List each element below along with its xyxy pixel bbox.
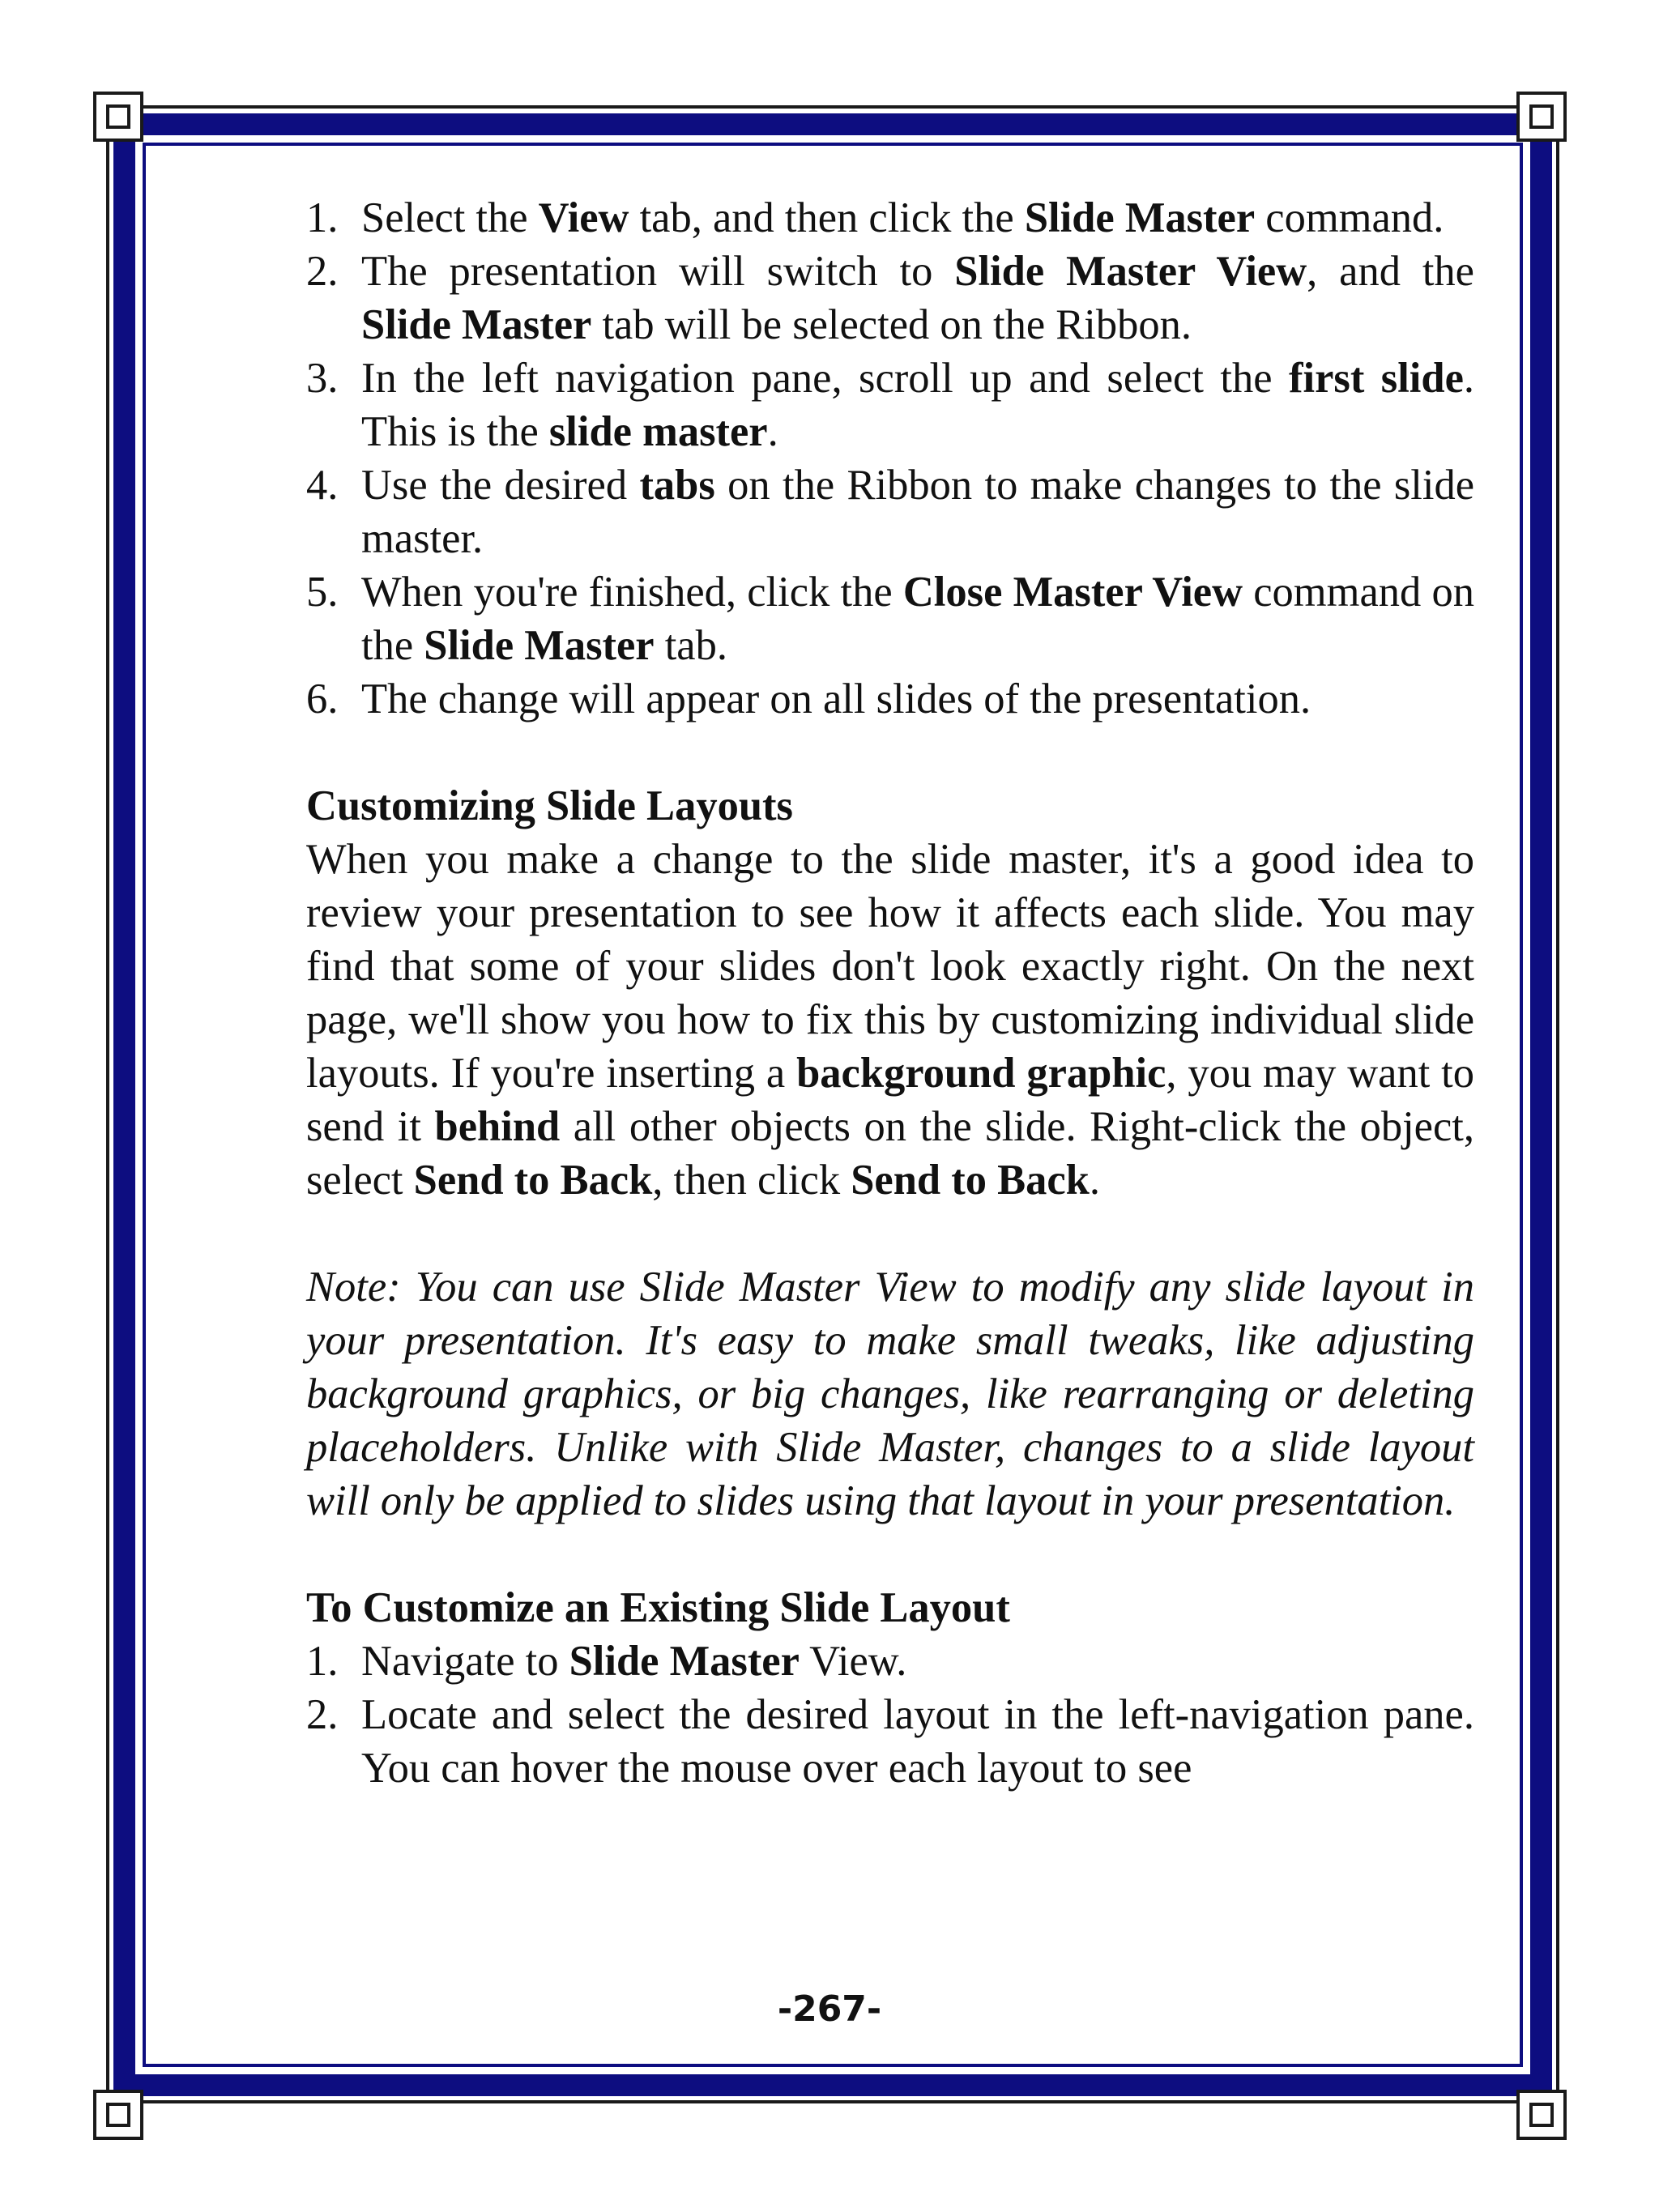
text-run: on the Ribbon to make changes to the slide master. bbox=[361, 462, 1474, 562]
text-run: tab will be selected on the Ribbon. bbox=[591, 301, 1192, 348]
text-run: Navigate to bbox=[361, 1638, 569, 1685]
bold-run: View bbox=[538, 194, 629, 241]
bold-run: background graphic bbox=[796, 1050, 1166, 1097]
bold-run: Slide Master bbox=[424, 622, 655, 669]
text-run: , then click bbox=[652, 1157, 851, 1204]
text-run: , you may want to send it bbox=[306, 1050, 1474, 1150]
text-run: command. bbox=[1255, 194, 1444, 241]
list-item bbox=[306, 458, 1474, 565]
bold-run: Slide Master View bbox=[954, 248, 1307, 295]
bold-run: Close Master View bbox=[902, 569, 1243, 616]
text-run: , and the bbox=[1307, 248, 1474, 295]
list-item bbox=[306, 191, 1474, 245]
bold-run: Slide Master bbox=[569, 1638, 800, 1685]
text-run: When you make a change to the slide master, it's a good idea to review your presentation to see how it affects each slide. You may find that some of your slides don't look exactly right. On the next page, we'll show you how to fix this by customizing individual slide layouts. If you're inserting a bbox=[306, 836, 1474, 1097]
corner-ornament-bottom-left bbox=[93, 2090, 143, 2140]
bold-run: tabs bbox=[639, 462, 715, 509]
spacer bbox=[306, 1207, 1474, 1260]
text-run: View. bbox=[799, 1638, 907, 1685]
text-run: tab. bbox=[654, 622, 727, 669]
steps-list bbox=[306, 1634, 1474, 1795]
list-number: 1. bbox=[306, 194, 339, 241]
section-heading: Customizing Slide Layouts bbox=[306, 782, 793, 829]
list-number: 5. bbox=[306, 569, 339, 616]
list-number: 1. bbox=[306, 1638, 339, 1685]
text-run: . This is the bbox=[361, 355, 1475, 455]
text-run: The presentation will switch to bbox=[361, 248, 955, 295]
list-number: 2. bbox=[306, 1691, 339, 1738]
note-paragraph: Note: You can use Slide Master View to modify any slide layout in your presentation. It's easy to make small tweaks, like adjusting background graphics, or big changes, like rearranging or deleting placeholders. Unlike with Slide Master, changes to a slide layout will only be applied to slides using that layout in your presentation. bbox=[306, 1264, 1474, 1524]
corner-ornament-bottom-right bbox=[1516, 2090, 1567, 2140]
text-run: Use the desired bbox=[361, 462, 640, 509]
bold-run: slide master bbox=[548, 408, 768, 455]
bold-run: Slide Master bbox=[361, 301, 592, 348]
section-heading: To Customize an Existing Slide Layout bbox=[306, 1584, 1010, 1631]
list-number: 4. bbox=[306, 462, 339, 509]
text-run: Locate and select the desired layout in the left-navigation pane. You can hover the mouse over each layout to see bbox=[361, 1691, 1474, 1792]
text-run: When you're finished, click the bbox=[361, 569, 903, 616]
list-item bbox=[306, 1688, 1474, 1795]
steps-list bbox=[306, 191, 1474, 726]
list-item bbox=[306, 565, 1474, 672]
text-run: tab, and then click the bbox=[629, 194, 1025, 241]
list-item bbox=[306, 245, 1474, 352]
list-item bbox=[306, 352, 1475, 458]
corner-ornament-top-left bbox=[93, 92, 143, 142]
list-item bbox=[306, 1634, 1474, 1688]
spacer bbox=[306, 726, 1474, 779]
body-paragraph bbox=[306, 833, 1474, 1207]
corner-ornament-top-right bbox=[1516, 92, 1567, 142]
list-number: 6. bbox=[306, 676, 339, 722]
text-run: Select the bbox=[361, 194, 539, 241]
list-number: 2. bbox=[306, 248, 339, 295]
text-run: The change will appear on all slides of the presentation. bbox=[361, 676, 1311, 722]
bold-run: Slide Master bbox=[1024, 194, 1256, 241]
text-run: command on the bbox=[361, 569, 1474, 669]
text-run: all other objects on the slide. Right-click the object, select bbox=[306, 1103, 1474, 1204]
spacer bbox=[306, 1528, 1474, 1581]
list-item bbox=[306, 672, 1474, 726]
bold-run: Send to Back bbox=[413, 1157, 653, 1204]
bold-run: behind bbox=[434, 1103, 561, 1150]
text-run: . bbox=[1089, 1157, 1100, 1204]
bold-run: Send to Back bbox=[851, 1157, 1090, 1204]
page-content bbox=[306, 191, 1474, 1795]
text-run: In the left navigation pane, scroll up and select the bbox=[361, 355, 1290, 402]
bold-run: first slide bbox=[1289, 355, 1464, 402]
list-number: 3. bbox=[306, 355, 339, 402]
text-run: . bbox=[767, 408, 778, 455]
page-number: -267- bbox=[777, 1988, 882, 2030]
